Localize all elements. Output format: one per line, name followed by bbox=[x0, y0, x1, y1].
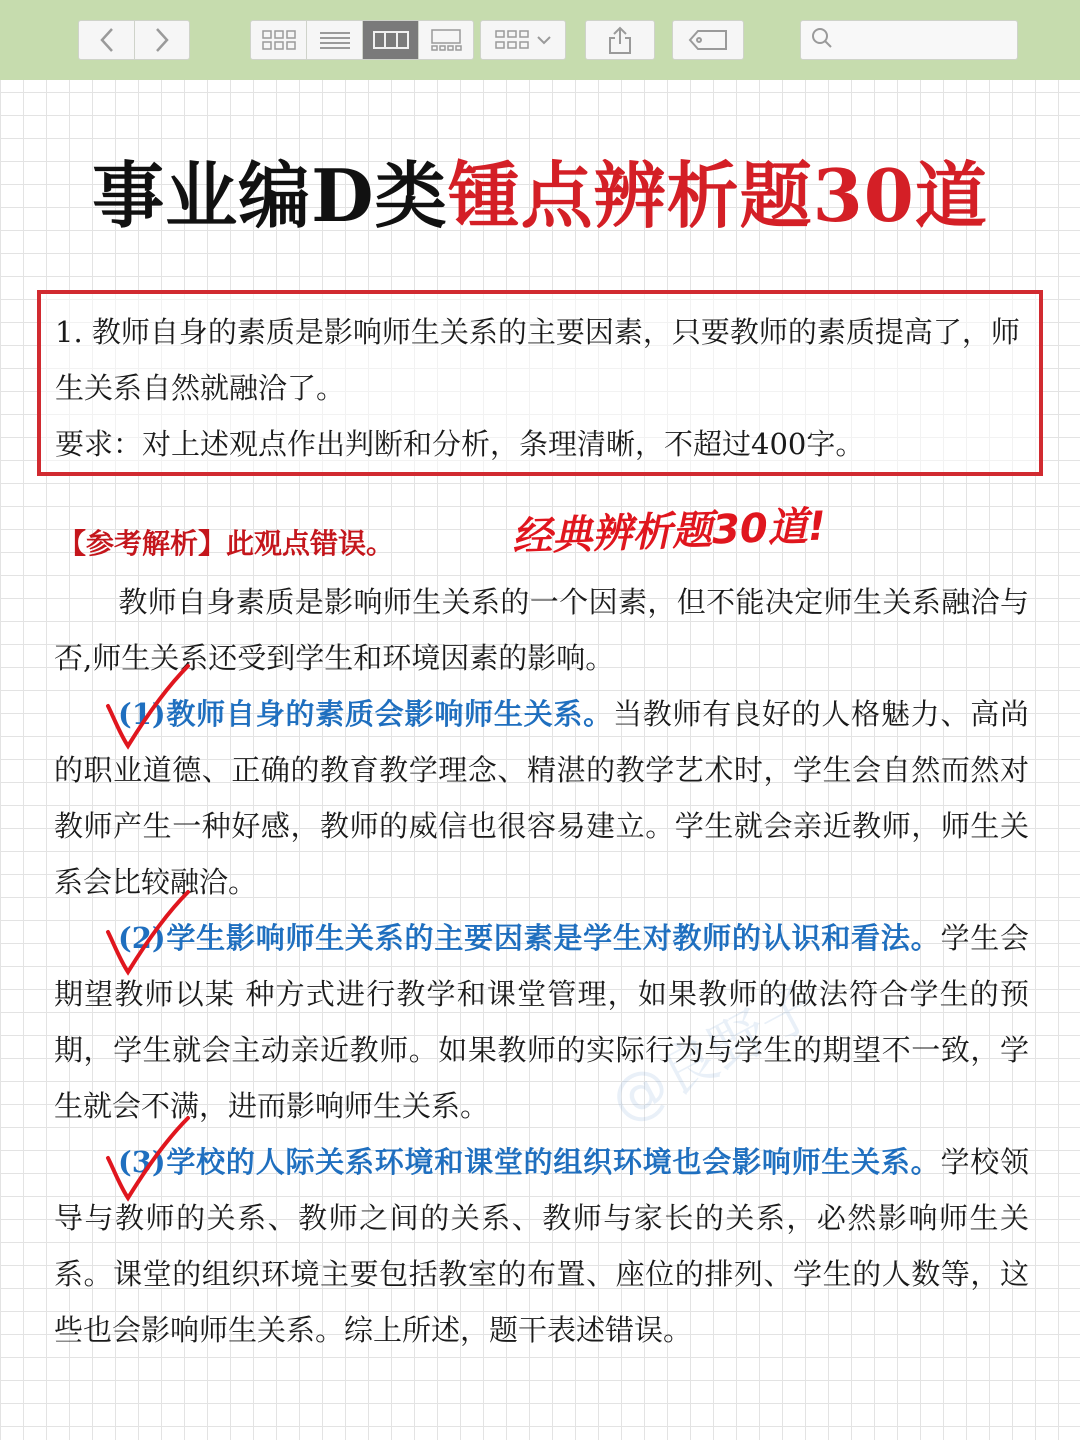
column-view-icon bbox=[373, 30, 409, 50]
back-button[interactable] bbox=[78, 20, 134, 60]
point-3-text: 学校领导与教师的关系、教师之间的关系、教师与家长的关系，必然影响师生关系。课堂的组织环境主要包括教室的布置、座位的排列、学生的人数等，这些也会影响师生关系。综上所述，题干表述错误。 bbox=[54, 1145, 1029, 1347]
forward-button[interactable] bbox=[134, 20, 190, 60]
gallery-view-button[interactable] bbox=[418, 20, 474, 60]
share-button[interactable] bbox=[585, 20, 655, 60]
page-title bbox=[0, 148, 1080, 244]
point-2-text: 学生会期望教师以某 种方式进行教学和课堂管理，如果教师的做法符合学生的预期，学生就会主动亲近教师。如果教师的实际行为与学生的期望不一致，学生就会不满，进而影响师生关系。 bbox=[54, 921, 1029, 1123]
point-1-text: 当教师有良好的人格魅力、高尚的职业道德、正确的教育教学理念、精湛的教学艺术时，学生会自然而然对教师产生一种好感，教师的威信也很容易建立。学生就会亲近教师，师生关系会比较融洽。 bbox=[54, 697, 1029, 899]
chevron-left-icon bbox=[98, 27, 116, 53]
view-mode-group bbox=[250, 20, 474, 60]
answer-intro-paragraph bbox=[54, 574, 1029, 686]
question-box bbox=[37, 290, 1043, 476]
answer-point-1 bbox=[54, 686, 1029, 910]
column-view-button[interactable] bbox=[362, 20, 418, 60]
gallery-view-icon bbox=[429, 29, 463, 51]
group-by-icon bbox=[495, 29, 529, 51]
answer-point-3 bbox=[54, 1134, 1029, 1358]
search-input[interactable] bbox=[841, 30, 1005, 51]
answer-intro: 教师自身素质是影响师生关系的一个因素，但不能决定师生关系融洽与否,师生关系还受到学生和环境因素的影响。 bbox=[54, 585, 1029, 675]
title-black-part: 事业编D类 bbox=[92, 153, 448, 238]
list-view-icon bbox=[319, 30, 351, 50]
question-requirement: 要求：对上述观点作出判断和分析，条理清晰，不超过400字。 bbox=[55, 427, 865, 461]
search-icon bbox=[811, 27, 833, 53]
nav-buttons bbox=[78, 20, 190, 60]
answer-point-2 bbox=[54, 910, 1029, 1134]
toolbar bbox=[0, 0, 1080, 80]
handwritten-note: 经典辨析题30道! bbox=[511, 503, 827, 561]
reference-answer-heading: 【参考解析】此观点错误。 bbox=[58, 527, 395, 560]
title-red-part: 锺点辨析题30道 bbox=[447, 153, 988, 238]
share-icon bbox=[607, 25, 633, 55]
group-by-button[interactable] bbox=[480, 20, 566, 60]
chevron-down-icon bbox=[537, 35, 551, 45]
search-field[interactable] bbox=[800, 20, 1018, 60]
list-view-button[interactable] bbox=[306, 20, 362, 60]
chevron-right-icon bbox=[153, 27, 171, 53]
point-2-highlight: (2)学生影响师生关系的主要因素是学生对教师的认识和看法。 bbox=[118, 921, 941, 955]
tag-icon bbox=[688, 29, 728, 51]
answer-body bbox=[54, 574, 1029, 1358]
grid-view-button[interactable] bbox=[250, 20, 306, 60]
question-text: 1. 教师自身的素质是影响师生关系的主要因素，只要教师的素质提高了，师生关系自然就融洽了。 bbox=[55, 315, 1020, 405]
point-1-highlight: (1)教师自身的素质会影响师生关系。 bbox=[118, 697, 613, 731]
watermark-logo: @良野子 bbox=[599, 972, 829, 1136]
point-3-highlight: (3)学校的人际关系环境和课堂的组织环境也会影响师生关系。 bbox=[118, 1145, 941, 1179]
tag-button[interactable] bbox=[672, 20, 744, 60]
grid-view-icon bbox=[262, 29, 296, 51]
